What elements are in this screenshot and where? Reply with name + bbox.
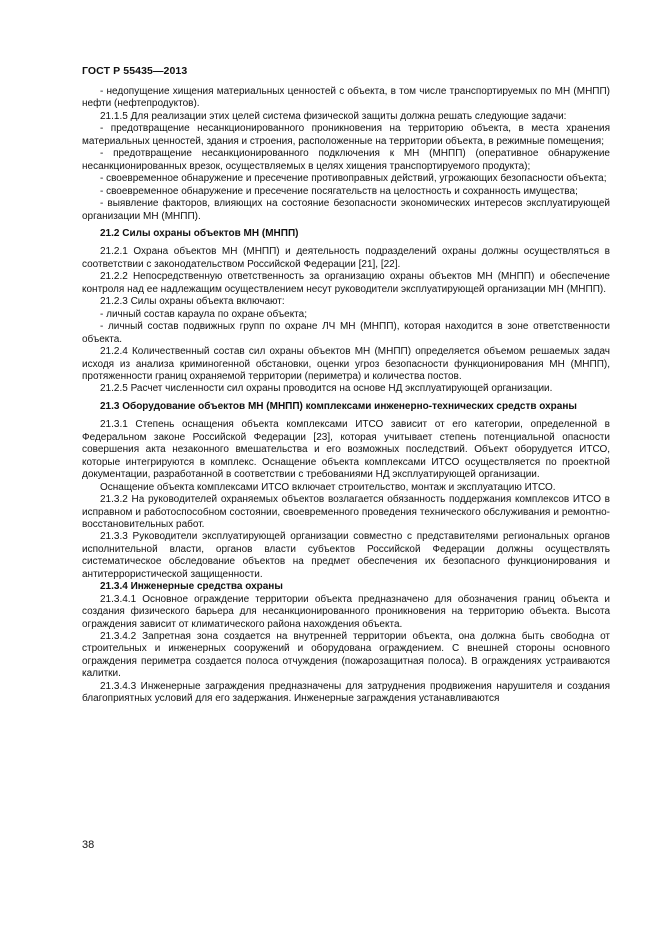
paragraph: 21.3.2 На руководителей охраняемых объектов возлагается обязанность поддержания комплексов ИТСО в исправном и работоспособном состоянии, своевременного проведения технического обслуживания и ремонтно-восстановительных работ. bbox=[82, 494, 610, 530]
paragraph: Оснащение объекта комплексами ИТСО включает строительство, монтаж и эксплуатацию ИТСО. bbox=[100, 481, 556, 493]
list-item: - выявление факторов, влияющих на состояние безопасности экономических интересов эксплуатирующей организации МН (МНПП). bbox=[82, 198, 610, 222]
section-heading: 21.2 Силы охраны объектов МН (МНПП) bbox=[100, 227, 299, 239]
section-heading: 21.3 Оборудование объектов МН (МНПП) комплексами инженерно-технических средств охраны bbox=[100, 400, 577, 412]
paragraph: 21.3.3 Руководители эксплуатирующей организации совместно с представителями региональных органов исполнительной власти, органов власти субъектов Российской Федерации должны осуществлять систематическое обследование объектов на предмет обеспечения их безопасного функционирования и антитеррористической защищенности. bbox=[82, 531, 610, 580]
paragraph: 21.2.1 Охрана объектов МН (МНПП) и деятельность подразделений охраны должны осуществляться в соответствии с законодательством Российской Федерации [21], [22]. bbox=[82, 246, 610, 270]
page-number: 38 bbox=[82, 839, 95, 851]
paragraph: 21.2.3 Силы охраны объекта включают: bbox=[100, 296, 285, 308]
document-header: ГОСТ Р 55435—2013 bbox=[82, 65, 188, 77]
document-body bbox=[82, 86, 610, 706]
list-item: - личный состав подвижных групп по охране ЛЧ МН (МНПП), которая находится в зоне ответственности объекта. bbox=[82, 321, 610, 345]
paragraph: - недопущение хищения материальных ценностей с объекта, в том числе транспортируемых по МН (МНПП) нефти (нефтепродуктов). bbox=[82, 86, 610, 110]
paragraph: 21.3.4.1 Основное ограждение территории объекта предназначено для обозначения границ объекта и создания физического барьера для несанкционированного проникновения на территорию объекта. Высота ограждения зависит от климатического района нахождения объекта. bbox=[82, 593, 610, 630]
paragraph: 21.2.5 Расчет численности сил охраны проводится на основе НД эксплуатирующей организации. bbox=[100, 383, 553, 395]
paragraph: 21.3.4.2 Запретная зона создается на внутренней территории объекта, она должна быть свободна от строительных и инженерных сооружений и оборудована ограждением. С внешней стороны основного ограждения периметра создается полоса отчуждения (пожарозащитная полоса). В ограждениях устраиваются калитки. bbox=[82, 631, 610, 680]
list-item: - предотвращение несанкционированного проникновения на территорию объекта, в места хранения материальных ценностей, здания и строения, расположенные на территории объекта, в режимные помещения; bbox=[82, 123, 610, 147]
paragraph: 21.2.4 Количественный состав сил охраны объектов МН (МНПП) определяется объемом решаемых задач исходя из анализа криминогенной обстановки, оценки угроз безопасности функционирования МН (МНПП), протяженности границ охраняемой территории (периметра) и количества постов. bbox=[82, 346, 610, 382]
list-item: - своевременное обнаружение и пресечение противоправных действий, угрожающих безопасности объекта; bbox=[100, 173, 607, 185]
paragraph: 21.1.5 Для реализации этих целей система физической защиты должна решать следующие задачи: bbox=[100, 110, 567, 122]
paragraph: 21.3.4.3 Инженерные заграждения предназначены для затруднения продвижения нарушителя и создания благоприятных условий для его задержания. Инженерные заграждения устанавливаются bbox=[82, 680, 610, 705]
paragraph: 21.3.1 Степень оснащения объекта комплексами ИТСО зависит от его категории, определенной в Федеральном законе Российской Федерации [23], которая учитывает степень потенциальной опасности совершения акта незаконного вмешательства и его возможных последствий. Объект оборудуется ИТСО, которые интегрируются в комплекс. Оснащение объекта комплексами ИТСО осуществляется по проектной документации, разработанной в соответствии с требованиями НД эксплуатирующей организации. bbox=[82, 419, 610, 481]
paragraph: 21.2.2 Непосредственную ответственность за организацию охраны объектов МН (МНПП) и обеспечение контроля над ее надлежащим осуществлением несут руководители эксплуатирующей организации МН (МНПП). bbox=[82, 271, 610, 295]
list-item: - личный состав караула по охране объекта; bbox=[100, 308, 307, 320]
list-item: - своевременное обнаружение и пресечение посягательств на целостность и сохранность имущества; bbox=[100, 185, 578, 197]
subsection-heading: 21.3.4 Инженерные средства охраны bbox=[100, 581, 283, 593]
list-item: - предотвращение несанкционированного подключения к МН (МНПП) (оперативное обнаружение несанкционированных врезок, осуществляемых в целях хищения транспортируемого продукта); bbox=[82, 148, 610, 172]
